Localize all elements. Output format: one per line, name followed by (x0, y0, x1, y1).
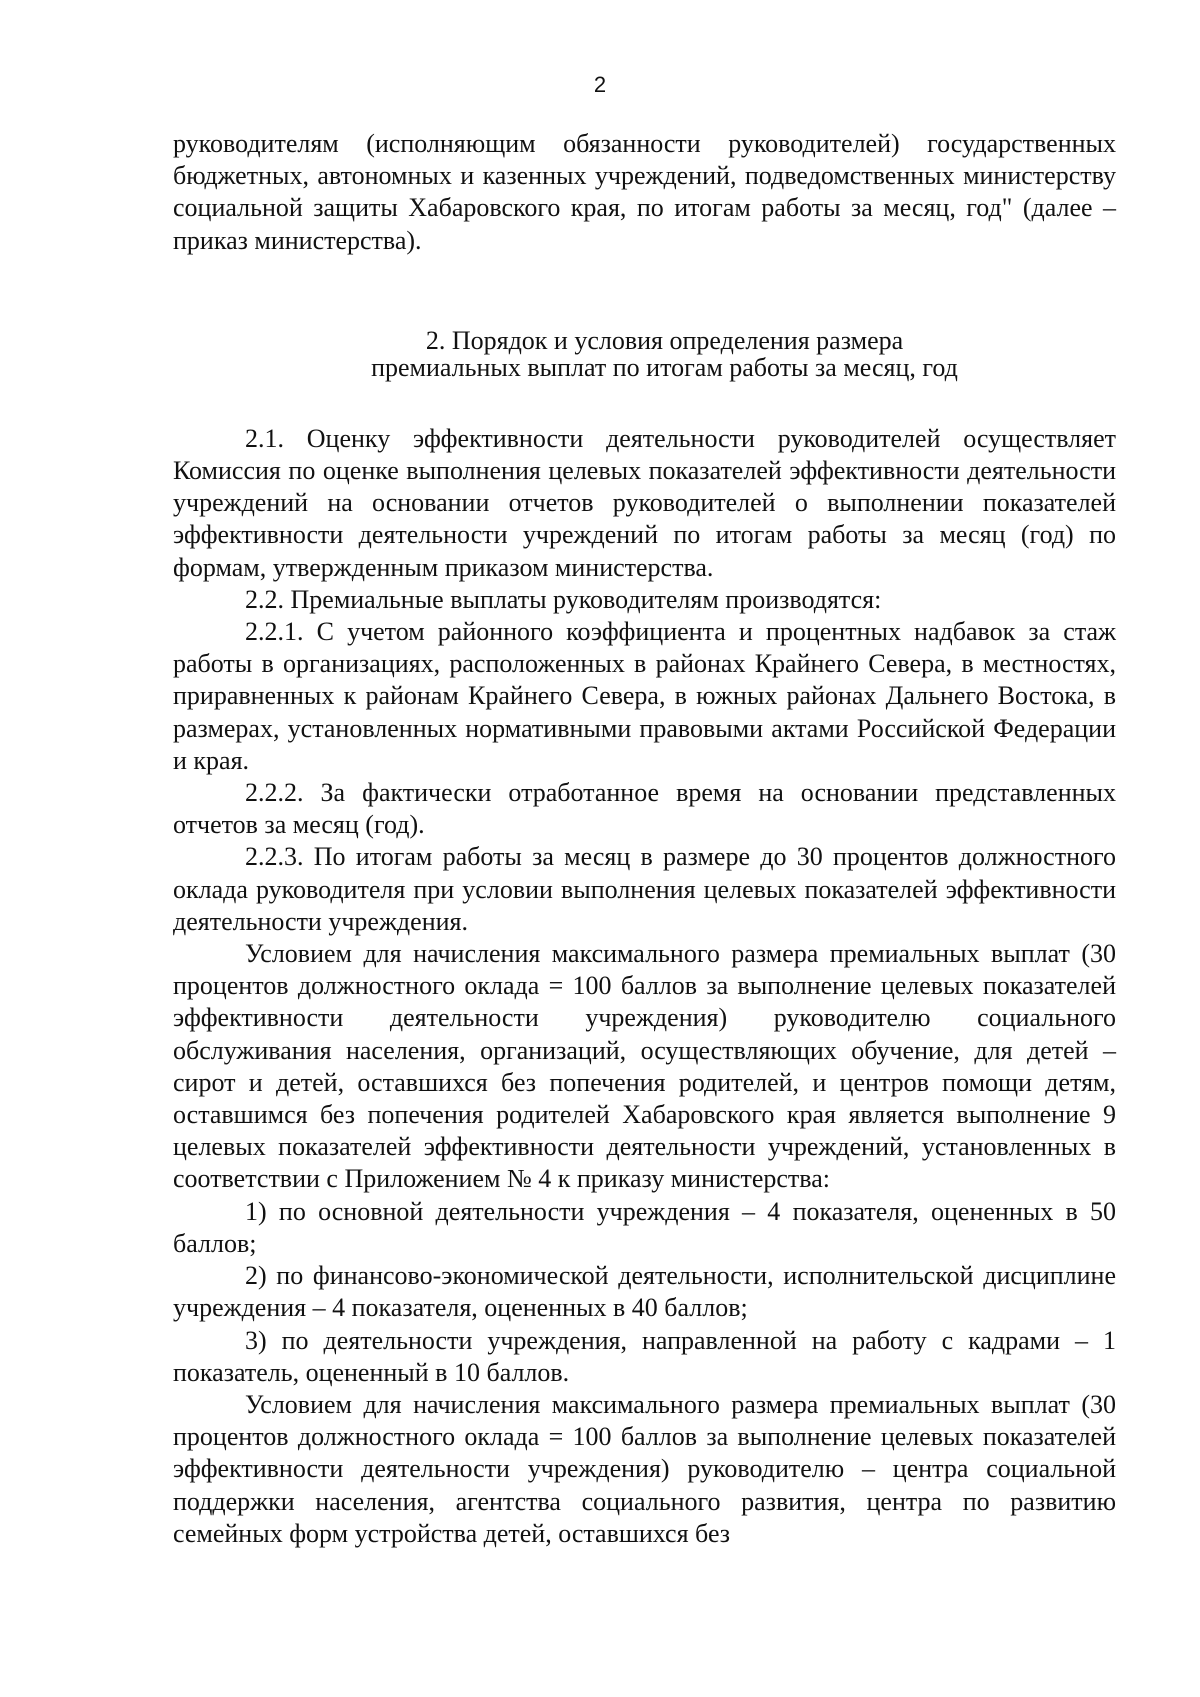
paragraph-2-2-1: 2.2.1. С учетом районного коэффициента и процентных надбавок за стаж работы в организациях, расположенных в районах Крайнего Севера, в местностях, приравненных к районам Крайнего Севера, в южных районах Дальнего Востока, в размерах, установленных нормативными правовыми актами Российской Федерации и края. (173, 617, 1116, 775)
section-title-line-1: 2. Порядок и условия определения размера (425, 325, 904, 355)
page-number: 2 (593, 72, 607, 97)
list-item-1: 1) по основной деятельности учреждения – 4 показателя, оцененных в 50 баллов; (173, 1196, 1116, 1258)
section-title-line-2: премиальных выплат по итогам работы за месяц, год (371, 352, 958, 382)
paragraph-condition-1: Условием для начисления максимального размера премиальных выплат (30 процентов должностного оклада = 100 баллов за выполнение целевых показателей эффективности деятельности учреждения) руководителю социального обслуживания населения, организаций, осуществляющих обучение, для детей – сирот и детей, оставшихся без попечения родителей, и центров помощи детям, оставшимся без попечения родителей Хабаровского края является выполнение 9 целевых показателей эффективности деятельности учреждений, установленных в соответствии с Приложением № 4 к приказу министерства: (173, 939, 1116, 1194)
paragraph-2-2-2: 2.2.2. За фактически отработанное время на основании представленных отчетов за месяц (год). (173, 778, 1116, 840)
document-body (173, 128, 1116, 1550)
paragraph-condition-2: Условием для начисления максимального размера премиальных выплат (30 процентов должностного оклада = 100 баллов за выполнение целевых показателей эффективности деятельности учреждения) руководителю – центра социальной поддержки населения, агентства социального развития, центра по развитию семейных форм устройства детей, оставшихся без (173, 1389, 1116, 1548)
paragraph-2-1: 2.1. Оценку эффективности деятельности руководителей осуществляет Комиссия по оценке выполнения целевых показателей эффективности деятельности учреждений на основании отчетов руководителей о выполнении показателей эффективности деятельности учреждений по итогам работы за месяц (год) по формам, утвержденным приказом министерства. (173, 423, 1116, 582)
list-item-3: 3) по деятельности учреждения, направленной на работу с кадрами – 1 показатель, оцененный в 10 баллов. (173, 1325, 1116, 1387)
paragraph-2-2: 2.2. Премиальные выплаты руководителям производятся: (245, 584, 882, 614)
list-item-2: 2) по финансово-экономической деятельности, исполнительской дисциплине учреждения – 4 показателя, оцененных в 40 баллов; (173, 1261, 1116, 1323)
spacer (173, 257, 1116, 327)
paragraph-2-2-3: 2.2.3. По итогам работы за месяц в размере до 30 процентов должностного оклада руководителя при условии выполнения целевых показателей эффективности деятельности учреждения. (173, 842, 1116, 936)
intro-paragraph: руководителям (исполняющим обязанности руководителей) государственных бюджетных, автономных и казенных учреждений, подведомственных министерству социальной защиты Хабаровского края, по итогам работы за месяц, год" (далее – приказ министерства). (173, 129, 1116, 255)
spacer (173, 381, 1116, 423)
